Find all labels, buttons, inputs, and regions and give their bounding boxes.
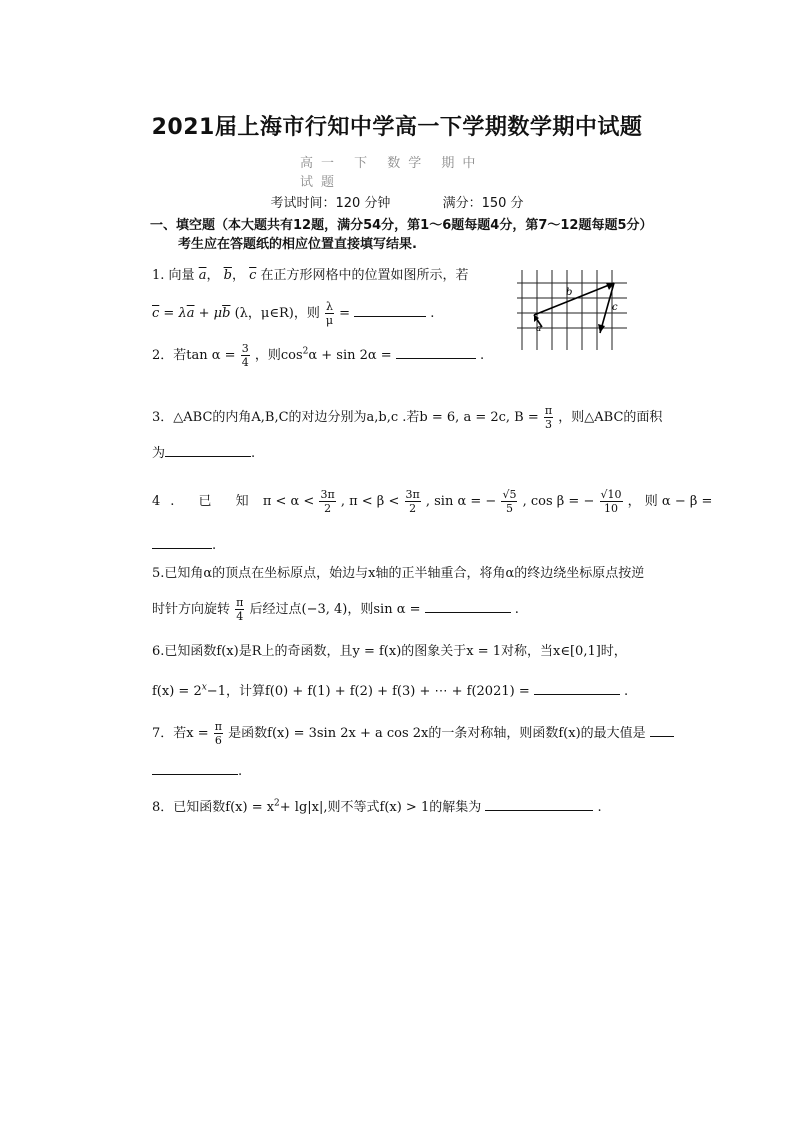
exam-time: 考试时间：120 分钟 — [270, 196, 391, 211]
answer-blank-1[interactable] — [354, 302, 426, 317]
answer-blank-6[interactable] — [534, 680, 620, 695]
faded-subtitle: 高一 下 数学 期中 试题 — [300, 156, 484, 190]
question-3-line-1: 3．△ABC的内角A,B,C的对边分别为a,b,c .若b = 6, a = 2c, B = $\frac{\pi}{3}$ ，则△ABC的面积 — [152, 404, 663, 431]
question-7-line-2: . — [152, 760, 242, 779]
lambda-over-mu: $\frac{\lambda}{\mu}$ — [325, 300, 334, 327]
figure-label-c: c — [612, 302, 618, 313]
figure-label-a: a — [536, 324, 542, 334]
question-4-line-1: 4. 已 知 π < α < $\frac{3\pi}{2}$ , π < β < $\frac{3\pi}{2}$ , sin α = − $\frac{√5}{5}$ , cos β = − $\frac{√10}{10}$ ， 则 α − β = — [152, 488, 713, 515]
figure-label-b: b — [566, 287, 573, 298]
section-note: 考生应在答题纸的相应位置直接填写结果. — [178, 237, 417, 252]
question-2: 2．若tan α = $\frac{3}{4}$ ，则$\cos^2\alpha + \sin 2\alpha$ = . — [152, 342, 485, 369]
question-1-line-1: 1. 向量 $\overline{a}$， $\overline{b}$， $\overline{c}$ 在正方形网格中的位置如图所示，若 — [152, 268, 469, 283]
question-6-line-1: 6.已知函数f(x)是R上的奇函数，且y = f(x)的图象关于x = 1对称，当x∈[0,1]时， — [152, 644, 627, 659]
question-6-line-2: $f(x) = 2^x-1$，计算f(0) + f(1) + f(2) + f(3) + ⋯ + f(2021) = . — [152, 680, 628, 699]
question-3-line-2: 为 . — [152, 442, 255, 461]
answer-blank-7a[interactable] — [650, 722, 674, 737]
page-title: 2021届上海市行知中学高一下学期数学期中试题 — [151, 115, 643, 140]
question-5-line-1: 5.已知角α的顶点在坐标原点，始边与x轴的正半轴重合，将角α的终边绕坐标原点按逆 — [152, 566, 645, 581]
vector-grid-figure — [512, 265, 632, 355]
question-5-line-2: 时针方向旋转 $\frac{\pi}{4}$ 后经过点(−3, 4)，则sin α = . — [152, 596, 519, 623]
answer-blank-2[interactable] — [396, 344, 476, 359]
exam-meta — [0, 192, 794, 211]
answer-blank-4[interactable] — [152, 534, 212, 549]
section-heading: 一、填空题（本大题共有12题，满分54分，第1～6题每题4分，第7～12题每题5分） — [150, 218, 653, 233]
answer-blank-8[interactable] — [485, 796, 593, 811]
question-1-line-2: $\overline{c} = \lambda\overline{a} + \mu\overline{b}$ (λ，μ∈R)，则 $\frac{\lambda}{\mu}$ = . — [152, 300, 435, 327]
question-8: 8．已知函数$f(x) = x^2+ \lg|x|$,则不等式f(x) > 1的解集为 . — [152, 796, 602, 815]
question-7-line-1: 7．若x = $\frac{\pi}{6}$ 是函数f(x) = 3sin 2x + a cos 2x的一条对称轴，则函数f(x)的最大值是 — [152, 720, 674, 747]
full-score: 满分：150 分 — [442, 196, 524, 211]
answer-blank-7b[interactable] — [152, 760, 238, 775]
answer-blank-5[interactable] — [425, 598, 511, 613]
question-4-line-2: . — [152, 534, 216, 553]
answer-blank-3[interactable] — [165, 442, 251, 457]
